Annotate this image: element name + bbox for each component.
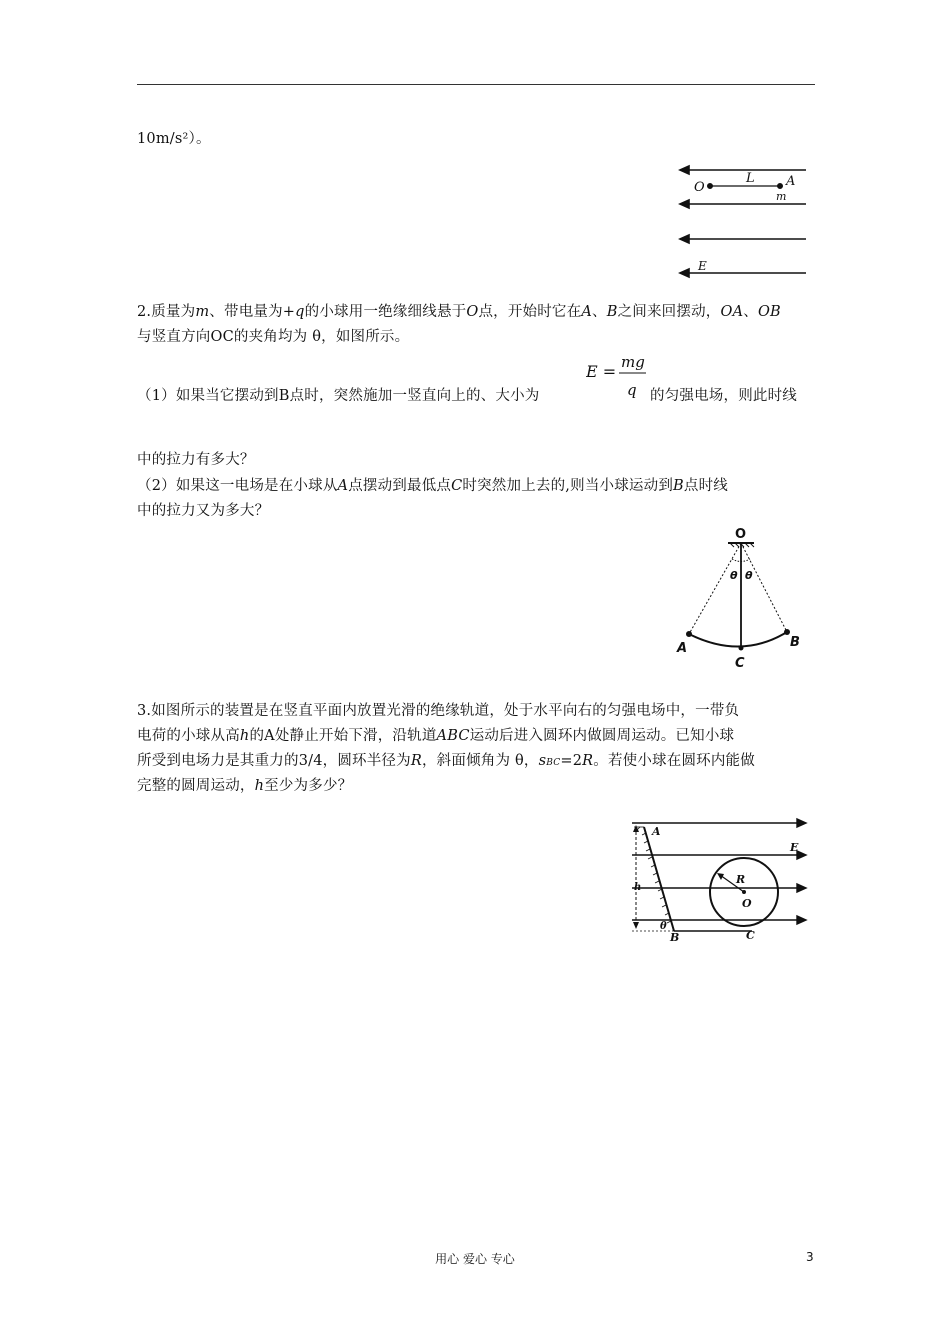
continued-text: 10m/s²）。	[137, 131, 211, 147]
formula-num: mg	[621, 355, 645, 371]
label-c: C	[735, 656, 745, 671]
label-m: m	[776, 190, 787, 203]
page-number: 3	[806, 1250, 814, 1264]
label-c: C	[746, 929, 755, 942]
figure-pendulum	[672, 522, 812, 672]
formula-lhs: E =	[586, 362, 617, 381]
q2-sub2-line1: （2）如果这一电场是在小球从A点摆动到最低点C时突然加上去的,则当小球运动到B点时线	[137, 478, 728, 494]
label-o: O	[694, 180, 705, 195]
q3-line4: 完整的圆周运动，h至少为多少？	[137, 778, 353, 794]
label-l: L	[746, 171, 755, 186]
figure-field-lines	[676, 160, 811, 280]
label-b: B	[790, 635, 800, 650]
q2-line2: 与竖直方向OC的夹角均为 θ，如图所示。	[137, 329, 410, 345]
label-a: A	[677, 641, 688, 656]
label-theta-right: θ	[745, 569, 753, 582]
label-o: O	[735, 527, 747, 542]
label-a: A	[786, 174, 796, 189]
label-e: E	[698, 259, 707, 273]
page-footer: 用心 爱心 专心	[435, 1252, 515, 1266]
q2-sub1-pre: （1）如果当它摆动到B点时，突然施加一竖直向上的、大小为	[137, 388, 540, 404]
label-e: E	[790, 841, 799, 854]
label-h: h	[634, 882, 642, 893]
figure-incline-loop	[622, 815, 812, 945]
q3-line2: 电荷的小球从高h的A处静止开始下滑，沿轨道ABC运动后进入圆环内做圆周运动。已知小球	[137, 728, 735, 744]
header-rule	[137, 84, 815, 85]
formula-den: q	[627, 381, 637, 399]
label-a: A	[652, 825, 661, 838]
q3-line3: 所受到电场力是其重力的3/4，圆环半径为R，斜面倾角为 θ，sBC=2R。若使小球在圆环内能做	[137, 753, 755, 769]
q2-sub2-line2: 中的拉力又为多大？	[137, 503, 270, 519]
q2-sub1-line2: 中的拉力有多大？	[137, 452, 255, 468]
q2-sub1-post: 的匀强电场，则此时线	[650, 388, 797, 404]
label-theta-left: θ	[730, 569, 738, 582]
q2-line1: 2.质量为m、带电量为+q的小球用一绝缘细线悬于O点，开始时它在A、B之间来回摆动，OA、OB	[137, 304, 781, 320]
formula-e-mg-over-q	[586, 355, 650, 405]
label-o: O	[742, 897, 752, 910]
label-theta: θ	[660, 921, 667, 932]
label-b: B	[670, 931, 680, 944]
q3-line1: 3.如图所示的装置是在竖直平面内放置光滑的绝缘轨道，处于水平向右的匀强电场中，一带负	[137, 703, 740, 719]
label-r: R	[736, 873, 746, 886]
